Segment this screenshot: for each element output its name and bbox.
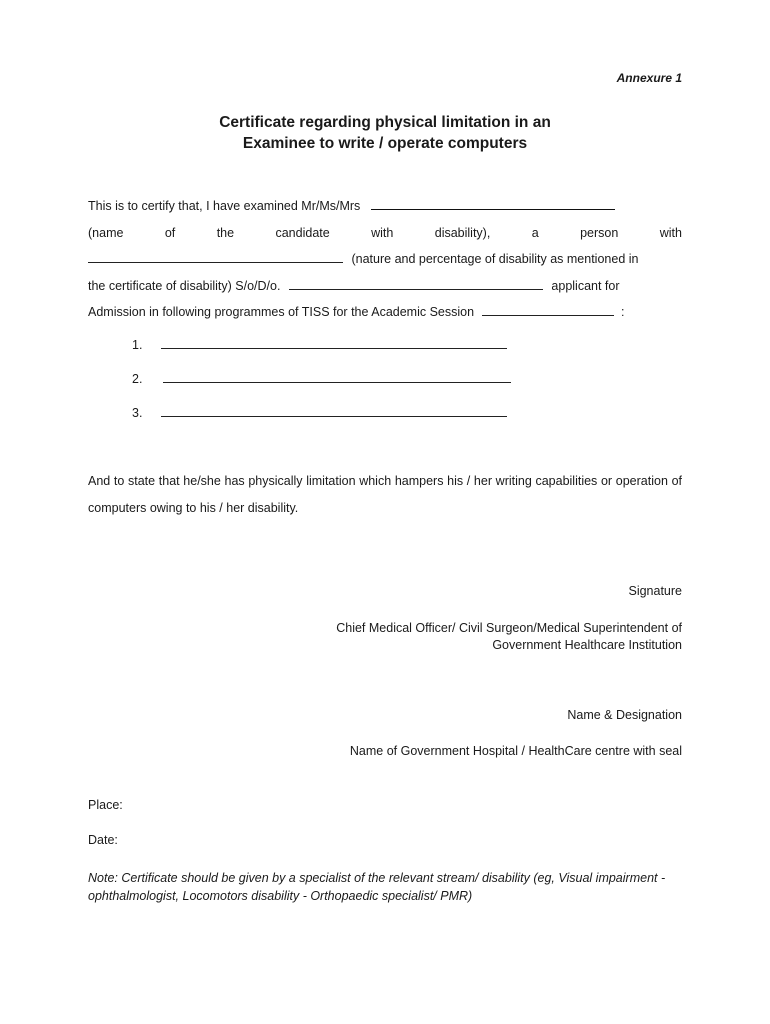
programme-blank-3[interactable]	[161, 402, 507, 417]
word: with	[659, 225, 682, 240]
list-number: 1.	[132, 338, 143, 352]
candidate-name-blank[interactable]	[371, 195, 615, 210]
disability-blank[interactable]	[88, 248, 343, 263]
word: disability),	[434, 225, 491, 240]
list-number: 2.	[132, 372, 143, 386]
signature-label: Signature	[628, 584, 682, 598]
date-label: Date:	[88, 833, 118, 847]
officer-line-1: Chief Medical Officer/ Civil Surgeon/Medical Superintendent of	[336, 621, 682, 635]
academic-session-blank[interactable]	[482, 301, 614, 316]
programmes-list	[132, 334, 511, 436]
relation-text: the certificate of disability) S/o/D/o.	[88, 278, 281, 293]
para-row-5	[88, 299, 682, 326]
certify-text: This is to certify that, I have examined Mr/Ms/Mrs	[88, 199, 361, 213]
document-title	[0, 112, 770, 154]
place-label: Place:	[88, 798, 123, 812]
para-row-4	[88, 273, 682, 300]
word: a	[531, 225, 539, 240]
list-item	[132, 402, 511, 436]
annexure-label: Annexure 1	[616, 71, 682, 85]
officer-line-2: Government Healthcare Institution	[492, 638, 682, 652]
word: with	[371, 225, 394, 240]
title-line-1: Certificate regarding physical limitation in an	[219, 114, 551, 131]
certification-paragraph	[88, 193, 682, 326]
list-number: 3.	[132, 406, 143, 420]
para-row-3	[88, 246, 682, 273]
applicant-text: applicant for	[551, 278, 620, 293]
title-line-2: Examinee to write / operate computers	[242, 135, 528, 152]
word: person	[580, 225, 619, 240]
parent-name-blank[interactable]	[289, 275, 543, 290]
hospital-seal-label: Name of Government Hospital / HealthCare centre with seal	[349, 744, 682, 758]
note-text: Note: Certificate should be given by a specialist of the relevant stream/ disability (eg, Visual impairment - ophthalmologist, Locomotors disability - Orthopaedic specialist/ PMR)	[88, 871, 666, 903]
word: (name	[88, 225, 124, 240]
para-row-2	[88, 220, 682, 247]
word: candidate	[275, 225, 330, 240]
list-item	[132, 334, 511, 368]
programme-blank-1[interactable]	[161, 334, 507, 349]
word: the	[216, 225, 235, 240]
list-item	[132, 368, 511, 402]
session-text: Admission in following programmes of TISS for the Academic Session	[88, 305, 475, 319]
para-row-1	[88, 193, 682, 220]
officer-designation	[336, 620, 682, 654]
word: of	[164, 225, 176, 240]
name-designation-label: Name & Designation	[567, 708, 682, 722]
programme-blank-2[interactable]	[163, 368, 511, 383]
disability-text: (nature and percentage of disability as mentioned in	[351, 252, 639, 266]
colon: :	[621, 305, 625, 319]
limitation-paragraph: And to state that he/she has physically limitation which hampers his / her writing capabilities or operation of computers owing to his / her disability.	[88, 474, 682, 515]
